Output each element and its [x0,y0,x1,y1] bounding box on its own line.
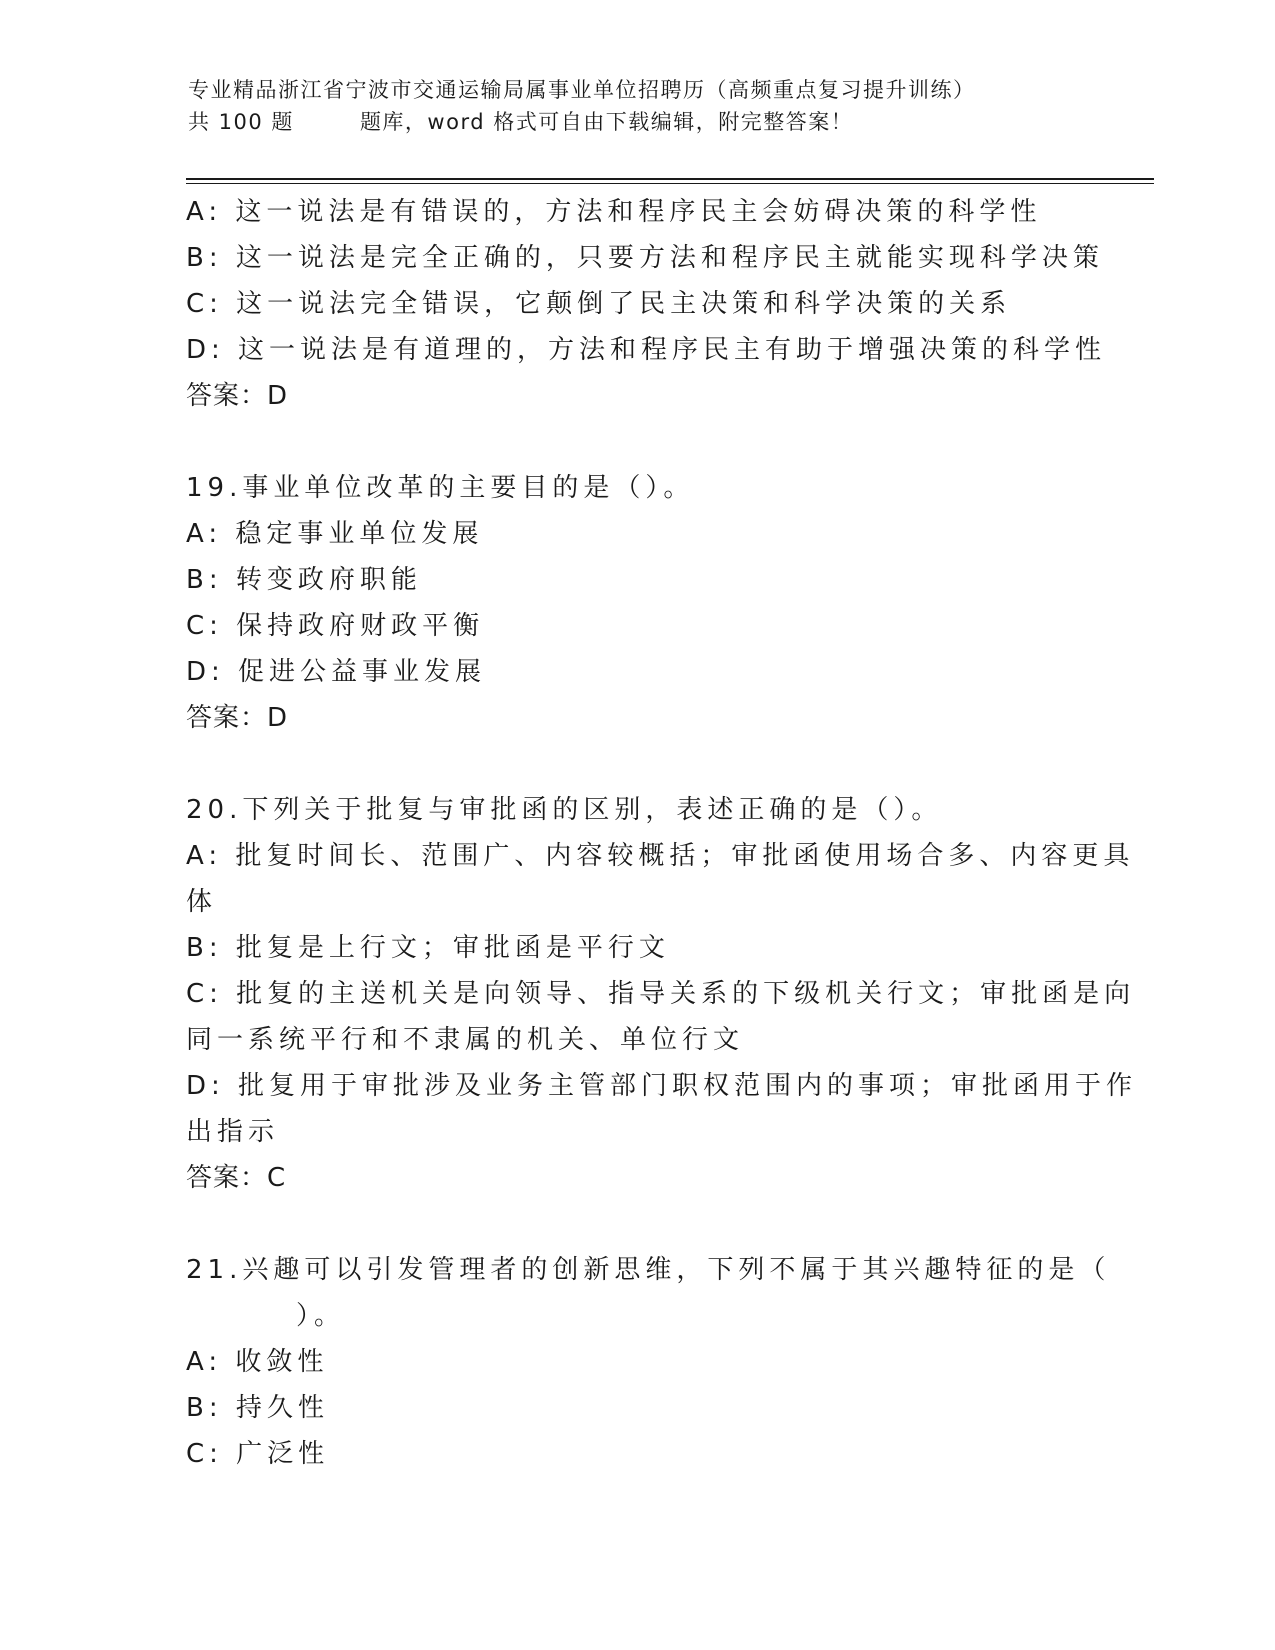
option-b: B: 批复是上行文；审批函是平行文 [186,933,670,963]
option-c: C: 广泛性 [186,1439,330,1469]
header-title-line: 专业精品浙江省宁波市交通运输局属事业单位招聘历（高频重点复习提升训练） [188,78,976,102]
question-18 [186,189,1107,419]
option-c: C: 保持政府财政平衡 [186,611,485,641]
header-divider-thin [186,183,1154,184]
option-d: D: 促进公益事业发展 [186,657,487,687]
option-a-continued: 体 [186,887,218,917]
question-count: 共 100 题 [188,110,294,134]
answer: 答案：D [186,703,289,733]
option-d-continued: 出指示 [186,1117,280,1147]
option-a: A: 收敛性 [186,1347,329,1377]
option-a: A: 稳定事业单位发展 [186,519,484,549]
question-19 [186,465,1086,741]
question-title: 21.兴趣可以引发管理者的创新思维，下列不属于其兴趣特征的是（ [186,1255,1111,1285]
answer: 答案：D [186,381,289,411]
question-title: 20.下列关于批复与审批函的区别，表述正确的是（）。 [186,795,943,825]
option-b: B: 转变政府职能 [186,565,422,595]
header-subtitle-line [188,106,1088,138]
option-a: A: 这一说法是有错误的，方法和程序民主会妨碍决策的科学性 [186,197,1042,227]
question-title: 19.事业单位改革的主要目的是（）。 [186,473,695,503]
option-c-continued: 同一系统平行和不隶属的机关、单位行文 [186,1025,745,1055]
option-b: B: 持久性 [186,1393,329,1423]
option-a: A: 批复时间长、范围广、内容较概括；审批函使用场合多、内容更具 [186,841,1135,871]
answer: 答案：C [186,1163,287,1193]
header-divider [186,178,1154,180]
document-header [188,74,1088,138]
option-d: D: 这一说法是有道理的，方法和程序民主有助于增强决策的科学性 [186,335,1107,365]
option-c: C: 这一说法完全错误，它颠倒了民主决策和科学决策的关系 [186,289,1012,319]
question-21 [186,1247,1111,1477]
option-d: D: 批复用于审批涉及业务主管部门职权范围内的事项；审批函用于作 [186,1071,1138,1101]
download-note: 题库，word 格式可自由下载编辑，附完整答案！ [359,110,854,134]
question-list [186,189,1138,1477]
question-title-continued: ）。 [296,1301,346,1331]
question-20 [186,787,1138,1201]
option-c: C: 批复的主送机关是向领导、指导关系的下级机关行文；审批函是向 [186,979,1136,1009]
option-b: B: 这一说法是完全正确的，只要方法和程序民主就能实现科学决策 [186,243,1104,273]
